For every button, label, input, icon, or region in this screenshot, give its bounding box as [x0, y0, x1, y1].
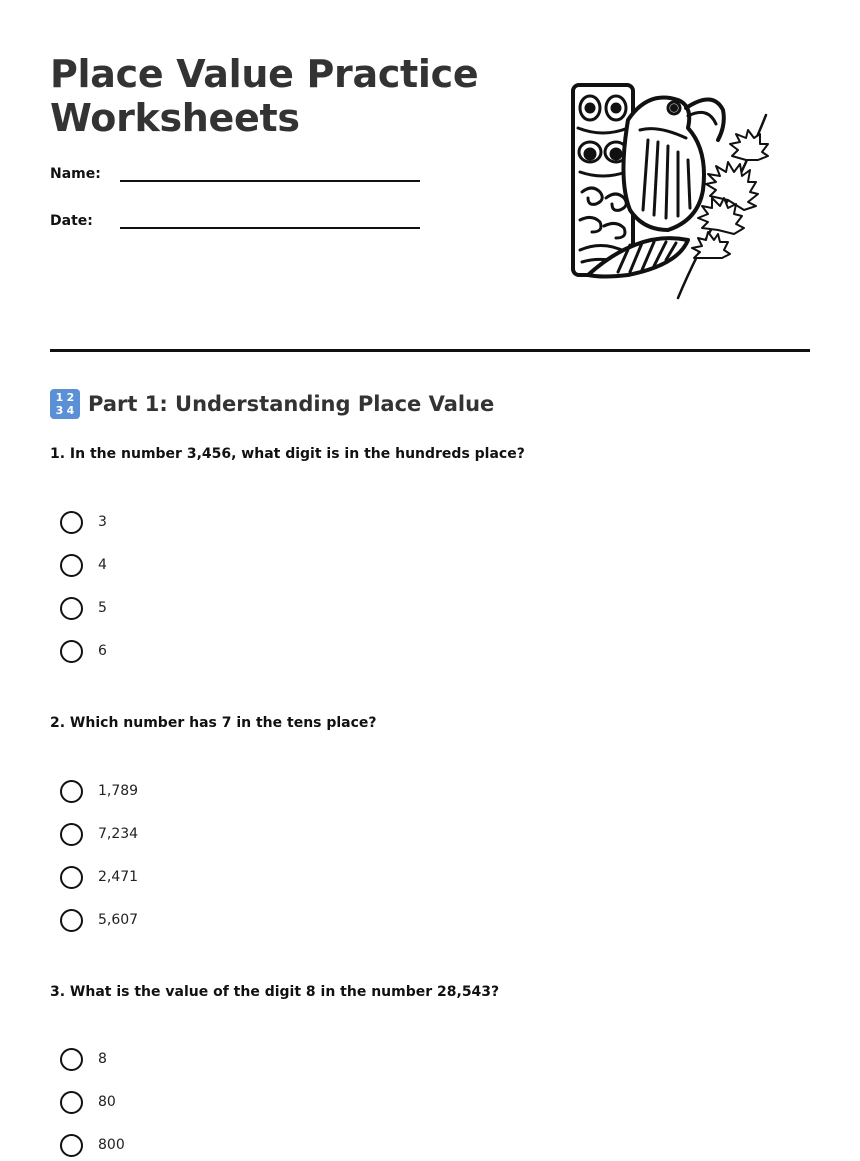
radio-button[interactable] [60, 866, 83, 889]
question-1: 1. In the number 3,456, what digit is in the hundreds place? [50, 446, 525, 462]
option-label: 800 [98, 1137, 125, 1153]
name-field [50, 166, 430, 196]
q2-option-3[interactable] [60, 864, 138, 890]
option-label: 3 [98, 514, 107, 530]
section-title: Part 1: Understanding Place Value [88, 392, 495, 416]
date-label: Date: [50, 213, 93, 229]
name-label: Name: [50, 166, 101, 182]
icon-digit: 1 [55, 391, 64, 404]
icon-digit: 3 [55, 404, 64, 417]
icon-digit: 2 [66, 391, 75, 404]
date-field [50, 213, 430, 243]
totem-bird-logo-icon [568, 80, 773, 300]
q2-option-1[interactable] [60, 778, 138, 804]
option-label: 2,471 [98, 869, 139, 885]
q3-option-1[interactable] [60, 1046, 107, 1072]
option-label: 7,234 [98, 826, 139, 842]
radio-button[interactable] [60, 780, 83, 803]
radio-button[interactable] [60, 1048, 83, 1071]
q1-option-3[interactable] [60, 595, 107, 621]
radio-button[interactable] [60, 597, 83, 620]
q1-option-4[interactable] [60, 638, 107, 664]
name-line[interactable] [120, 180, 420, 182]
q2-option-4[interactable] [60, 907, 138, 933]
date-line[interactable] [120, 227, 420, 229]
q1-option-2[interactable] [60, 552, 107, 578]
page-title: Place Value Practice Worksheets [50, 52, 479, 140]
radio-button[interactable] [60, 511, 83, 534]
header-divider [50, 349, 810, 352]
radio-button[interactable] [60, 554, 83, 577]
radio-button[interactable] [60, 823, 83, 846]
option-label: 8 [98, 1051, 107, 1067]
radio-button[interactable] [60, 1091, 83, 1114]
option-label: 5,607 [98, 912, 139, 928]
option-label: 6 [98, 643, 107, 659]
radio-button[interactable] [60, 909, 83, 932]
section-heading [50, 388, 494, 420]
option-label: 4 [98, 557, 107, 573]
radio-button[interactable] [60, 1134, 83, 1157]
q1-option-1[interactable] [60, 509, 107, 535]
question-3: 3. What is the value of the digit 8 in the number 28,543? [50, 984, 500, 1000]
input-numbers-icon [50, 389, 80, 419]
radio-button[interactable] [60, 640, 83, 663]
question-2: 2. Which number has 7 in the tens place? [50, 715, 377, 731]
icon-digit: 4 [66, 404, 75, 417]
q2-option-2[interactable] [60, 821, 138, 847]
option-label: 5 [98, 600, 107, 616]
q3-option-3[interactable] [60, 1132, 125, 1158]
option-label: 80 [98, 1094, 116, 1110]
q3-option-2[interactable] [60, 1089, 116, 1115]
option-label: 1,789 [98, 783, 139, 799]
